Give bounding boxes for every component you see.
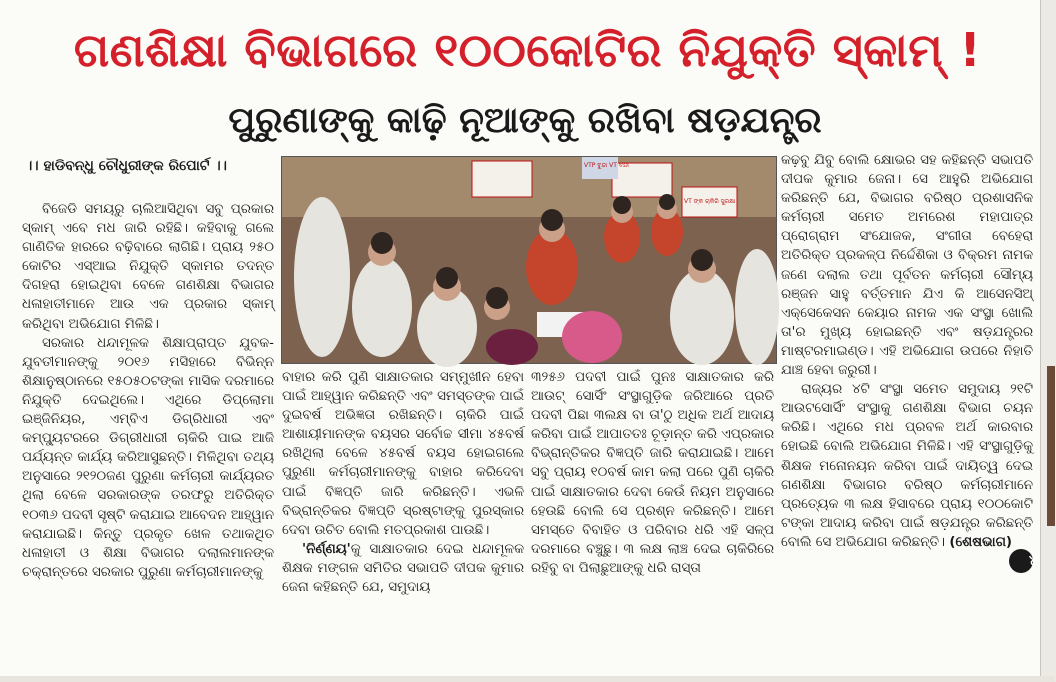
newspaper-name: 'ନିର୍ଣ୍ଣୟ' (302, 541, 351, 557)
paragraph-text: କୁ ସାକ୍ଷାତକାର ଦେଇ ଧନ୍ଦାମୂଳକ ଶିକ୍ଷକ ମଙ୍ଗଳ ସମିତିର ସଭାପତି ଦୀପକ କୁମାର ଜେନା କହିଛନ୍ତି ଯେ, ସମୁଦାୟ (282, 541, 524, 596)
paragraph: ସରକାର ଧନ୍ଦାମୂଳକ ଶିକ୍ଷାପ୍ରାପ୍ତ ଯୁବକ-ଯୁବତୀମାନଙ୍କୁ ୨୦୧୬ ମସିହାରେ ବିଭିନ୍ନ ଶିକ୍ଷାନୁଷ୍ଠାନରେ ୧୫୦୫୦ଟଙ୍କା ମାସିକ ଦରମାରେ ନିଯୁକ୍ତି ଦେଇଥିଲେ। ଏଥିରେ ଡିପ୍ଲୋମା ଇଞ୍ଜିନିୟର, ଏମ୍‌ବିଏ ଡିଗ୍ରିଧାରୀ ଏବଂ କମ୍ପ୍ୟୁଟରରେ ଡିଗ୍ରୀଧାରୀ ଚାକିରି ପାଇ ଆଜି ପର୍ଯ୍ୟନ୍ତ କାର୍ଯ୍ୟ କରିଆସୁଛନ୍ତି। ମିଳିଥିବା ତଥ୍ୟ ଅନୁସାରେ ୨୧୨୦ଜଣ ପୁରୁଣା କର୍ମଚାରୀ କାର୍ଯ୍ୟରତ ଥିଲା ବେଳେ ସରକାରଙ୍କ ତରଫରୁ ଅତିରିକ୍ତ ୧୦୩୬ ପଦବୀ ସୃଷ୍ଟି କରାଯାଇ ଆବେଦନ ଆହ୍ୱାନ କରାଯାଇଛି। କିନ୍ତୁ ପ୍ରକୃତ ଖେଳ ତଥାକଥିତ ଧଳାହାତୀ ଓ ଶିକ୍ଷା ବିଭାଗର ଦଲାଲମାନଙ୍କ ଚକ୍ରାନ୍ତରେ ସରକାର ପୁରୁଣା କର୍ମଚାରୀମାନଙ୍କୁ (22, 335, 275, 580)
article-column-3 (531, 368, 774, 674)
headline: ଗଣଶିକ୍ଷା ବିଭାଗରେ ୧୦୦କୋଟିର ନିଯୁକ୍ତି ସ୍କାମ୍ ! (73, 23, 982, 77)
article-column-1 (22, 200, 274, 674)
banner-text-2: VT ଙ୍କ ଚାକିରି ସୁରକ୍ଷା (684, 198, 736, 205)
page-number: ୪ (1009, 549, 1033, 573)
bottom-margin (0, 676, 1055, 682)
adjacent-page-edge (1040, 0, 1056, 682)
adjacent-page-image (1047, 366, 1055, 526)
byline: ।। ହାଡିବନ୍ଧୁ ଚୌଧୁରୀଙ୍କ ରିପୋର୍ଟ ।। (26, 158, 227, 174)
banner-text-1: VTP ବୁନ୍ଦା VT ବନ୍ଦା (584, 162, 629, 169)
article-column-4 (781, 151, 1038, 674)
end-marker: (ଶେଷଭାଗ) (949, 534, 1012, 550)
paragraph-text: ରାଜ୍ୟର ୪ଟି ସଂସ୍ଥା ସମେତ ସମୁଦାୟ ୨୧ଟି ଆଉଟସୋର୍ସିଂ ସଂସ୍ଥାକୁ ଗଣଶିକ୍ଷା ବିଭାଗ ଚୟନ କରିଛି। ଏଥିରେ ମଧ ପ୍ରବଳ ଅର୍ଥ କାରବାର ହୋଇଛି ବୋଲି ଅଭିଯୋଗ ମିଳିଛି। ଏହି ସଂସ୍ଥାଗୁଡ଼ିକୁ ଶିକ୍ଷକ ମନୋନୟନ କରିବା ପାଇଁ ଦାୟିତ୍ୱ ଦେଇ ଗଣଶିକ୍ଷା ବିଭାଗର ବରିଷ୍ଠ କର୍ମଚାରୀମାନେ ପ୍ରତ୍ୟେକ ୩ ଲକ୍ଷ ହିସାବରେ ପ୍ରାୟ ୧୦୦କୋଟି ଟଙ୍କା ଆଦାୟ କରିବା ପାଇଁ ଷଡ଼ଯନ୍ତ୍ର କରିଛନ୍ତି ବୋଲି ସେ ଅଭିଯୋଗ କରିଛନ୍ତି। (781, 382, 1033, 550)
subheadline: ପୁରୁଣାଙ୍କୁ କାଢ଼ି ନୂଆଙ୍କୁ ରଖିବା ଷଡ଼ଯନ୍ତ୍ର (228, 100, 822, 141)
paragraph: ବିଜେଡି ସମୟରୁ ଚାଲିଆସିଥିବା ସବୁ ପ୍ରକାର ସ୍କାମ୍ ଏବେ ମଧ ଜାରି ରହିଛି। କହିବାକୁ ଗଲେ ଗାଣିତିକ ହାରରେ ବଢ଼ିବାରେ ଲାଗିଛି। ପ୍ରାୟ ୨୫୦ କୋଟିର ଏସ୍‌ଆଇ ନିଯୁକ୍ତି ସ୍କାମର ତଦନ୍ତ ଦିଗହରା ହୋଇଥିବା ବେଳେ ଗଣଶିକ୍ଷା ବିଭାଗର ଧଳାହାତୀମାନେ ଆଉ ଏକ ପ୍ରକାର ସ୍କାମ୍ କରିଥିବା ଅଭିଯୋଗ ମିଳିଛି। (22, 202, 274, 332)
paragraph: ୩୨୫୬ ପଦବୀ ପାଇଁ ପୁନଃ ସାକ୍ଷାତକାର କରି ଆଉଟ୍ ସୋର୍ସିଂ ସଂସ୍ଥାଗୁଡ଼ିକ ଜରିଆରେ ପ୍ରତି ପଦବୀ ପିଛା ୩ଲକ୍ଷ ବା ତା'ଠୁ ଅଧିକ ଅର୍ଥ ଆଦାୟ କରିବା ପାଇଁ ଆପାତତଃ ଚୂଡ଼ାନ୍ତ କରି ଏପ୍ରକାର ବିଭ୍ରାନ୍ତିକର ବିଜ୍ଞପ୍ତି ଜାରି କରାଯାଇଛି। ଆମେ ସବୁ ପ୍ରାୟ ୧୦ବର୍ଷ କାମ କଲା ପରେ ପୁଣି ଚାକିରି ପାଇଁ ସାକ୍ଷାତକାର ଦେବା କେଉଁ ନିୟମ ଅନୁସାରେ ହେଉଛି ବୋଲି ସେ ପ୍ରଶ୍ନ କରିଛନ୍ତି। ଆମେ ସମସ୍ତେ ବିବାହିତ ଓ ପରିବାର ଧରି ଏହି ସଳ୍ପ ଦରମାରେ ବଞ୍ଚୁଛୁ। ୩ ଲକ୍ଷ ଲାଞ୍ଚ ଦେଇ ଚାକିରିରେ ରହିବୁ ବା ପିଲାଛୁଆଙ୍କୁ ଧରି ରାସ୍ତା (531, 370, 774, 576)
news-photo (281, 156, 777, 364)
protest-photo-illustration (282, 157, 776, 363)
paragraph: କଢ଼ବୁ ଯିବୁ ବୋଲି କ୍ଷୋଭର ସହ କହିଛନ୍ତି ସଭାପତି ଦୀପକ କୁମାର ଜେନା। ସେ ଆହୁରି ଅଭିଯୋଗ କରିଛନ୍ତି ଯେ, ବିଭାଗର ବରିଷ୍ଠ ପ୍ରଶାସନିକ କର୍ମଚାରୀ ସମେତ ଅମରେଶ ମହାପାତ୍ର ପ୍ରୋଗ୍ରାମ ସଂଯୋଜକ, ସଂଗୀତା ବେହେରା ଅତିରିକ୍ତ ପ୍ରକଳ୍ପ ନିର୍ଦ୍ଦେଶିକା ଓ ବିକ୍ରମ ନାମକ ଜଣେ ଦଲାଲ ତଥା ପୂର୍ବତନ କର୍ମଚାରୀ ସୌମ୍ୟ ରଞ୍ଜନ ସାହୁ ବର୍ତ୍ତମାନ ଯିଏ କି ଆସେନସିଅ୍ ଏକ୍ସେକେସନ କେୟାର ନାମକ ଏକ ସଂସ୍ଥା ଖୋଲି ତା'ର ମୁଖ୍ୟ ହୋଇଛନ୍ତି ଏବଂ ଷଡ଼ଯନ୍ତ୍ରର ମାଷ୍ଟରମାଇଣ୍ଡ। ଏହି ଅଭିଯୋଗ ଉପରେ ନିହାତି ଯାଞ୍ଚ ହେବା ଜରୁରୀ। (781, 153, 1033, 379)
article-column-2 (282, 368, 524, 674)
paragraph: ବାହାର କରି ପୁଣି ସାକ୍ଷାତକାର ସମ୍ମୁଖୀନ ହେବା ପାଇଁ ଆହ୍ୱାନ କରିଛନ୍ତି ଏବଂ ସମସ୍ତଙ୍କ ପାଇଁ ଦୁଇବର୍ଷ ଅଭିଜ୍ଞତା ରଖିଛନ୍ତି। ଚାକିରି ପାଇଁ ଆଶାୟୀମାନଙ୍କ ବୟସର ସର୍ବୋଚ୍ଚ ସୀମା ୪୫ବର୍ଷ ରଖିଥିଲା ବେଳେ ୪୫ବର୍ଷ ବୟସ ହୋଇଗଲେ ପୁରୁଣା କର୍ମଚାରୀମାନଙ୍କୁ ବାହାର କରିଦେବା ପାଇଁ ବିଜ୍ଞପ୍ତି ଜାରି କରିଛନ୍ତି। ଏଭଳି ବିଭ୍ରାନ୍ତିକର ବିଜ୍ଞପ୍ତି ସ୍ରଷ୍ଟାଙ୍କୁ ପୁରସ୍କାର ଦେବା ଉଚିତ ବୋଲି ମତପ୍ରକାଶ ପାଉଛି। (282, 370, 524, 538)
